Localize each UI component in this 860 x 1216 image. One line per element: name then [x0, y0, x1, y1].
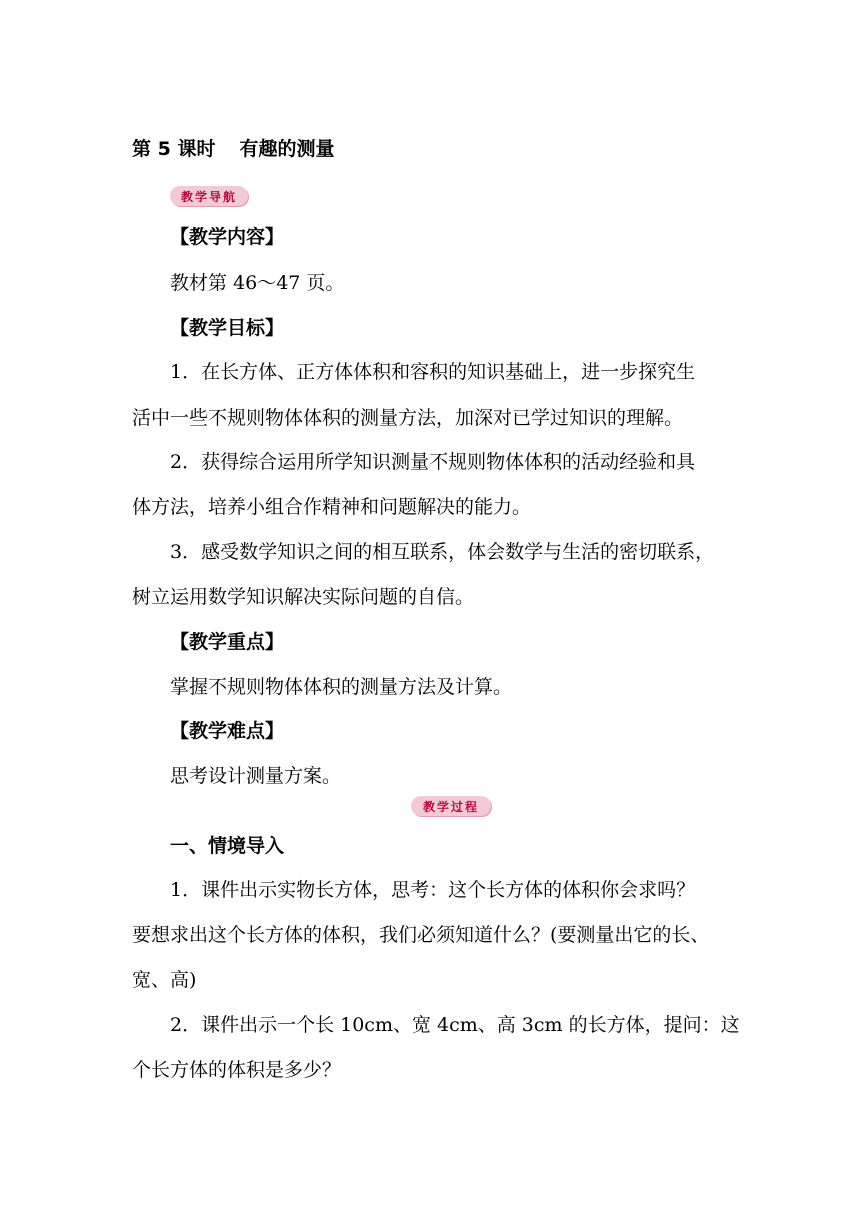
goals-heading: 【教学目标】	[170, 317, 285, 339]
content-text: 教材第 46～47 页。	[170, 272, 345, 294]
teaching-guide-badge: 教学导航	[170, 186, 248, 206]
step-1-line-1: 1．课件出示实物长方体，思考：这个长方体的体积你会求吗？	[170, 879, 696, 901]
intro-heading: 一、情境导入	[170, 835, 285, 857]
lesson-title: 有趣的测量	[239, 138, 335, 160]
goal-2-line-2: 体方法，培养小组合作精神和问题解决的能力。	[132, 496, 532, 518]
step-2-line-1: 2．课件出示一个长 10cm、宽 4cm、高 3cm 的长方体，提问：这	[170, 1014, 740, 1036]
lesson-heading	[132, 134, 334, 161]
goal-2-line-1: 2．获得综合运用所学知识测量不规则物体体积的活动经验和具	[170, 451, 696, 473]
key-points-text: 掌握不规则物体体积的测量方法及计算。	[170, 676, 513, 698]
goal-1-line-2: 活中一些不规则物体体积的测量方法，加深对已学过知识的理解。	[132, 407, 684, 429]
key-points-heading: 【教学重点】	[170, 631, 285, 653]
difficulty-heading: 【教学难点】	[170, 720, 285, 742]
goal-3-line-2: 树立运用数学知识解决实际问题的自信。	[132, 586, 475, 608]
content-heading: 【教学内容】	[170, 226, 285, 248]
goal-3-line-1: 3．感受数学知识之间的相互联系，体会数学与生活的密切联系，	[170, 541, 715, 563]
goal-1-line-1: 1．在长方体、正方体体积和容积的知识基础上，进一步探究生	[170, 361, 696, 383]
difficulty-text: 思考设计测量方案。	[170, 765, 342, 787]
step-2-line-2: 个长方体的体积是多少？	[132, 1059, 342, 1081]
teaching-process-badge: 教学过程	[411, 796, 491, 816]
step-1-line-3: 宽、高)	[132, 969, 197, 991]
step-1-line-2: 要想求出这个长方体的体积，我们必须知道什么？(要测量出它的长、	[132, 924, 710, 946]
lesson-number: 第 5 课时	[132, 138, 216, 160]
